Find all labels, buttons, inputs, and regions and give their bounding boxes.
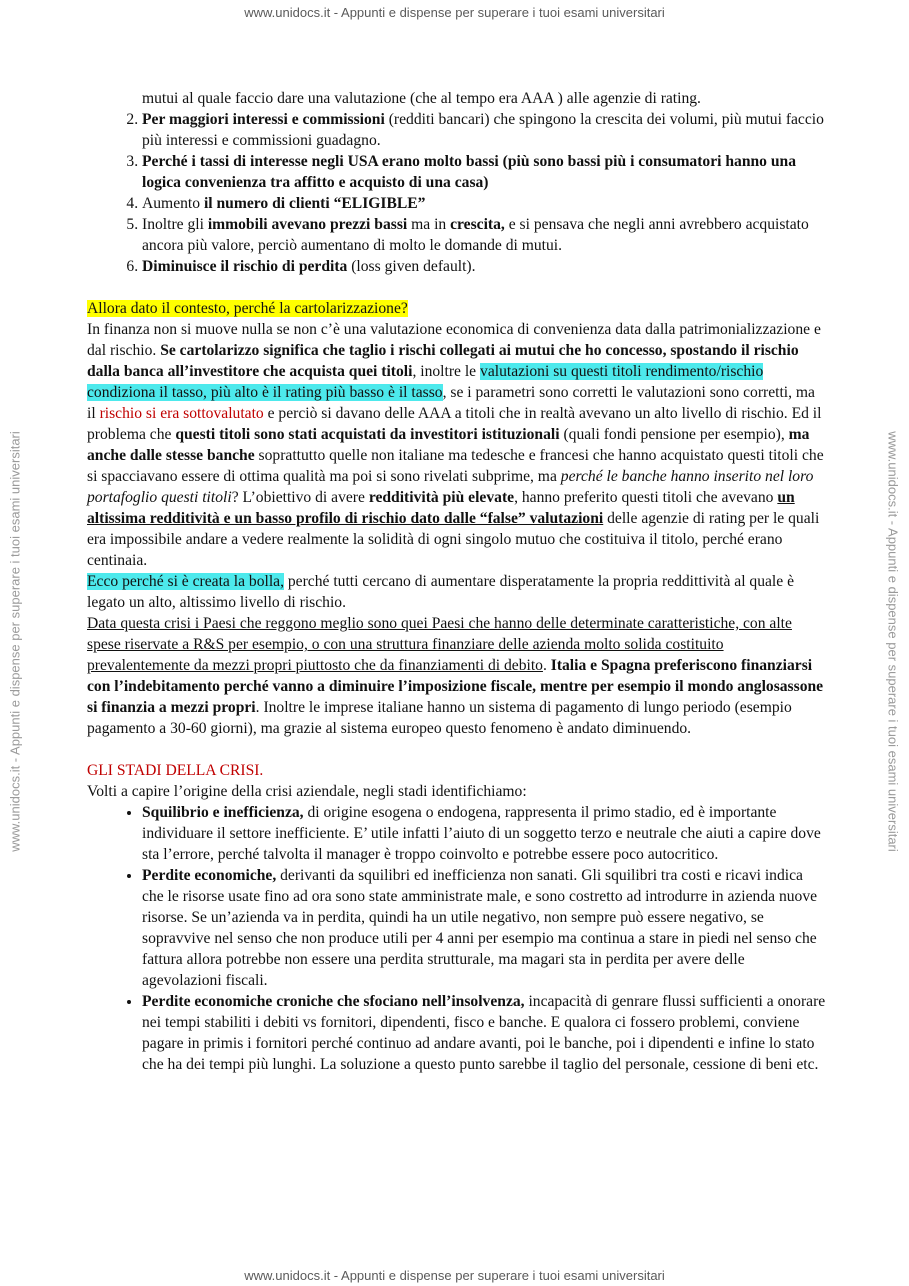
section-title: GLI STADI DELLA CRISI. xyxy=(87,762,264,779)
list-item: • Perdite economiche, derivanti da squilibri ed inefficienza non sanati. Gli squilibri tra costi e ricavi indica che le risorse usate fino ad ora sono state amministrate male, e sono costretto ad introdurre in azienda nuove risorse. Se un’azienda va in perdita, quindi ha un utile negativo, non sempre può essere negativo, se sopravvive nel senso che non produce utili per 4 anni per esempio ma continua a stare in piedi nel senso che fattura allora potrebbe non essere una perdita strutturale, ma magari sta in perdita per avere delle agevolazioni fiscali. xyxy=(142,865,827,991)
question-heading: Allora dato il contesto, perché la cartolarizzazione? xyxy=(87,300,408,317)
watermark-left: www.unidocs.it - Appunti e dispense per superare i tuoi esami universitari xyxy=(7,431,23,852)
paragraph-cartolarizzazione: In finanza non si muove nulla se non c’è una valutazione economica di convenienza data dalla patrimonializzazione e dal rischio. Se cartolarizzo significa che taglio i rischi collegati ai mutui che ho concesso, spostando il rischio dalla banca all’investitore che acquista quei titoli, inoltre le valutazioni su questi titoli rendimento/rischio condiziona il tasso, più alto è il rating più basso è il tasso, se i parametri sono corretti le valutazioni sono corretti, ma il rischio si era sottovalutato e perciò si davano delle AAA a titoli che in realtà avevano un alto livello di rischio. Ed il problema che questi titoli sono stati acquistati da investitori istituzionali (quali fondi pensione per esempio), ma anche dalle stesse banche soprattutto quelle non italiane ma tedesche e francesi che hanno acquistato questi titoli che si spacciavano essere di ottima qualità ma poi si sono rivelati subprime, ma perché le banche hanno inserito nel loro portafoglio questi titoli? L’obiettivo di avere redditività più elevate, hanno preferito questi titoli che avevano un altissima redditività e un basso profilo di rischio dato dalle “false” valutazioni delle agenzie di rating per le quali era impossibile andare a vedere realmente la solidità di ogni singolo mutuo che costituiva il titolo, perché erano centinaia. xyxy=(87,321,824,569)
list-item: 5. Inoltre gli immobili avevano prezzi bassi ma in crescita, e si pensava che negli anni avrebbero acquistato ancora più valore, perciò aumentano di molto le domande di mutui. xyxy=(142,214,827,256)
list-item: • Perdite economiche croniche che sfociano nell’insolvenza, incapacità di genrare flussi sufficienti a onorare nei tempi stabiliti i debiti vs fornitori, dipendenti, fisco e banche. E qualora ci fossero problemi, conviene pagare in primis i fornitori perché continuo ad andare avanti, poi le banche, poi i dipendenti e infine lo stato che ha dei tempi più lunghi. La soluzione a questo punto sarebbe il taglio del personale, cessione di beni etc. xyxy=(142,991,827,1075)
section-intro: Volti a capire l’origine della crisi aziendale, negli stadi identifichiamo: xyxy=(87,783,527,800)
paragraph-bolla: Ecco perché si è creata la bolla, perché tutti cercano di aumentare disperatamente la propria reddittività al quale è legato un alto, altissimo livello di rischio. xyxy=(87,573,795,611)
watermark-bottom: www.unidocs.it - Appunti e dispense per superare i tuoi esami universitari xyxy=(244,1268,665,1283)
list-item: 6. Diminuisce il rischio di perdita (loss given default). xyxy=(142,256,827,277)
watermark-right: www.unidocs.it - Appunti e dispense per superare i tuoi esami universitari xyxy=(885,431,901,852)
list-item: • Squilibrio e inefficienza, di origine esogena o endogena, rappresenta il primo stadio, ed è importante individuare il settore inefficiente. E’ utile infatti l’aiuto di un soggetto terzo e neutrale che aiuti a capire dove sta l’errore, perché talvolta il manager è troppo coinvolto e potrebbe essere poco autocritico. xyxy=(142,802,827,865)
list-item: 2. Per maggiori interessi e commissioni (redditi bancari) che spingono la crescita dei volumi, più mutui faccio più interessi e commissioni guadagno. xyxy=(142,109,827,151)
bullet-list xyxy=(87,802,827,1075)
watermark-top: www.unidocs.it - Appunti e dispense per superare i tuoi esami universitari xyxy=(244,5,665,20)
numbered-list xyxy=(87,109,827,277)
list-item: 3. Perché i tassi di interesse negli USA erano molto bassi (più sono bassi più i consumatori hanno una logica convenienza tra affitto e acquisto di una casa) xyxy=(142,151,827,193)
paragraph-paesi: Data questa crisi i Paesi che reggono meglio sono quei Paesi che hanno delle determinate caratteristiche, con alte spese riservate a R&S per esempio, o con una struttura finanziare delle azienda molto solida costituito prevalentemente da mezzi propri piuttosto che da finanziamenti di debito. Italia e Spagna preferiscono finanziarsi con l’indebitamento perché vanno a diminuire l’imposizione fiscale, mentre per esempio il mondo anglosassone si finanzia a mezzi propri. Inoltre le imprese italiane hanno un sistema di pagamento di lungo periodo (esempio pagamento a 30-60 giorni), ma grazie al sistema europeo questo fenomeno è andato diminuendo. xyxy=(87,615,824,737)
list-item: 4. Aumento il numero di clienti “ELIGIBLE” xyxy=(142,193,827,214)
document-body xyxy=(87,88,827,1075)
list-continuation: mutui al quale faccio dare una valutazione (che al tempo era AAA ) alle agenzie di rating. xyxy=(142,90,701,107)
